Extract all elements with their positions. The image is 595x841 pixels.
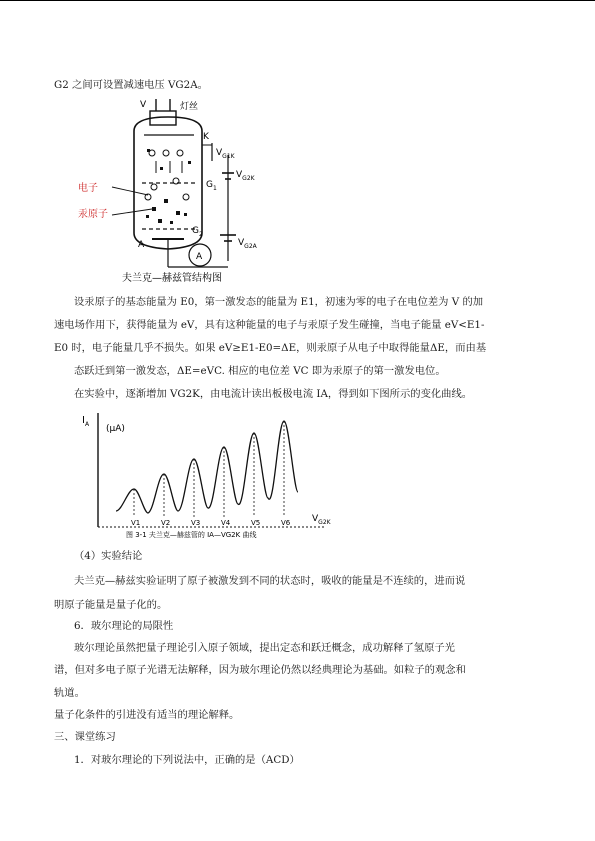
header-rule bbox=[0, 0, 595, 1]
ia-vg2k-curve-chart bbox=[76, 405, 336, 540]
text-line: 谱，但对多电子原子光谱无法解释，因为玻尔理论仍然以经典理论为基础。如粒子的观念和 bbox=[54, 664, 466, 676]
section-heading-exercise: 三、课堂练习 bbox=[54, 731, 116, 743]
ammeter-symbol: A bbox=[196, 252, 203, 262]
section-heading-conclusion: （4）实验结论 bbox=[74, 550, 143, 562]
text-line: 轨道。 bbox=[54, 687, 85, 699]
x-tick-label: V1 bbox=[131, 519, 141, 527]
label-hg-atom: 汞原子 bbox=[78, 209, 108, 220]
unit-label: (μA) bbox=[106, 424, 125, 434]
text-line: 在实验中，逐渐增加 VG2K，由电流计读出板极电流 IA，得到如下图所示的变化曲线。 bbox=[74, 388, 473, 400]
label-g1: $G_1$ bbox=[206, 180, 217, 192]
label-vg1k: $V_{G1K}$ bbox=[216, 148, 235, 160]
text-line: 夫兰克—赫兹实验证明了原子被激发到不同的状态时，吸收的能量是不连续的，进而说 bbox=[74, 575, 466, 587]
x-axis-label: $V_{G2K}$ bbox=[312, 514, 331, 526]
label-a: A bbox=[138, 240, 145, 250]
y-axis-label: $I_A$ bbox=[82, 415, 90, 428]
label-electron: 电子 bbox=[78, 183, 98, 194]
franck-hertz-tube-figure bbox=[72, 95, 302, 287]
question-1: 1．对玻尔理论的下列说法中，正确的是（ACD） bbox=[74, 754, 300, 766]
x-tick-label: V4 bbox=[221, 519, 231, 527]
text-line: E0 时，电子能量几乎不损失。如果 eV≥E1-E0=ΔE，则汞原子从电子中取得能量ΔE，而由基 bbox=[54, 342, 487, 354]
text-line: 明原子能量是量子化的。 bbox=[54, 599, 168, 611]
label-vg2k: $V_{G2K}$ bbox=[236, 170, 255, 182]
label-filament: 灯丝 bbox=[180, 102, 199, 112]
figure-caption: 夫兰克—赫兹管结构图 bbox=[122, 273, 222, 284]
label-k: K bbox=[203, 132, 209, 142]
text-line: G2 之间可设置减速电压 VG2A。 bbox=[54, 79, 208, 91]
label-vg2a: $V_{G2A}$ bbox=[238, 238, 257, 250]
section-heading-limitations: 6．玻尔理论的局限性 bbox=[74, 620, 174, 632]
label-g2: $G_2$ bbox=[192, 226, 203, 238]
x-tick-label: V3 bbox=[191, 519, 201, 527]
text-line: 设汞原子的基态能量为 E0，第一激发态的能量为 E1，初速为零的电子在电位差为 V 的加 bbox=[74, 296, 484, 308]
text-line: 态跃迁到第一激发态，ΔE=eVC. 相应的电位差 VC 即为汞原子的第一激发电位。 bbox=[74, 365, 446, 377]
text-line: 量子化条件的引进没有适当的理论解释。 bbox=[54, 709, 240, 721]
ia-curve bbox=[116, 421, 298, 513]
text-line: 玻尔理论虽然把量子理论引入原子领域，提出定态和跃迁概念，成功解释了氢原子光 bbox=[74, 642, 455, 654]
text-line: 速电场作用下，获得能量为 eV，具有这种能量的电子与汞原子发生碰撞，当电子能量 eV<E1- bbox=[54, 319, 485, 331]
label-v: V bbox=[140, 100, 147, 110]
x-tick-label: V2 bbox=[161, 519, 171, 527]
x-tick-label: V5 bbox=[251, 519, 261, 527]
x-tick-label: V6 bbox=[281, 519, 291, 527]
chart-caption: 图 3-1 夫兰克—赫兹管的 IA—VG2K 曲线 bbox=[126, 531, 257, 539]
